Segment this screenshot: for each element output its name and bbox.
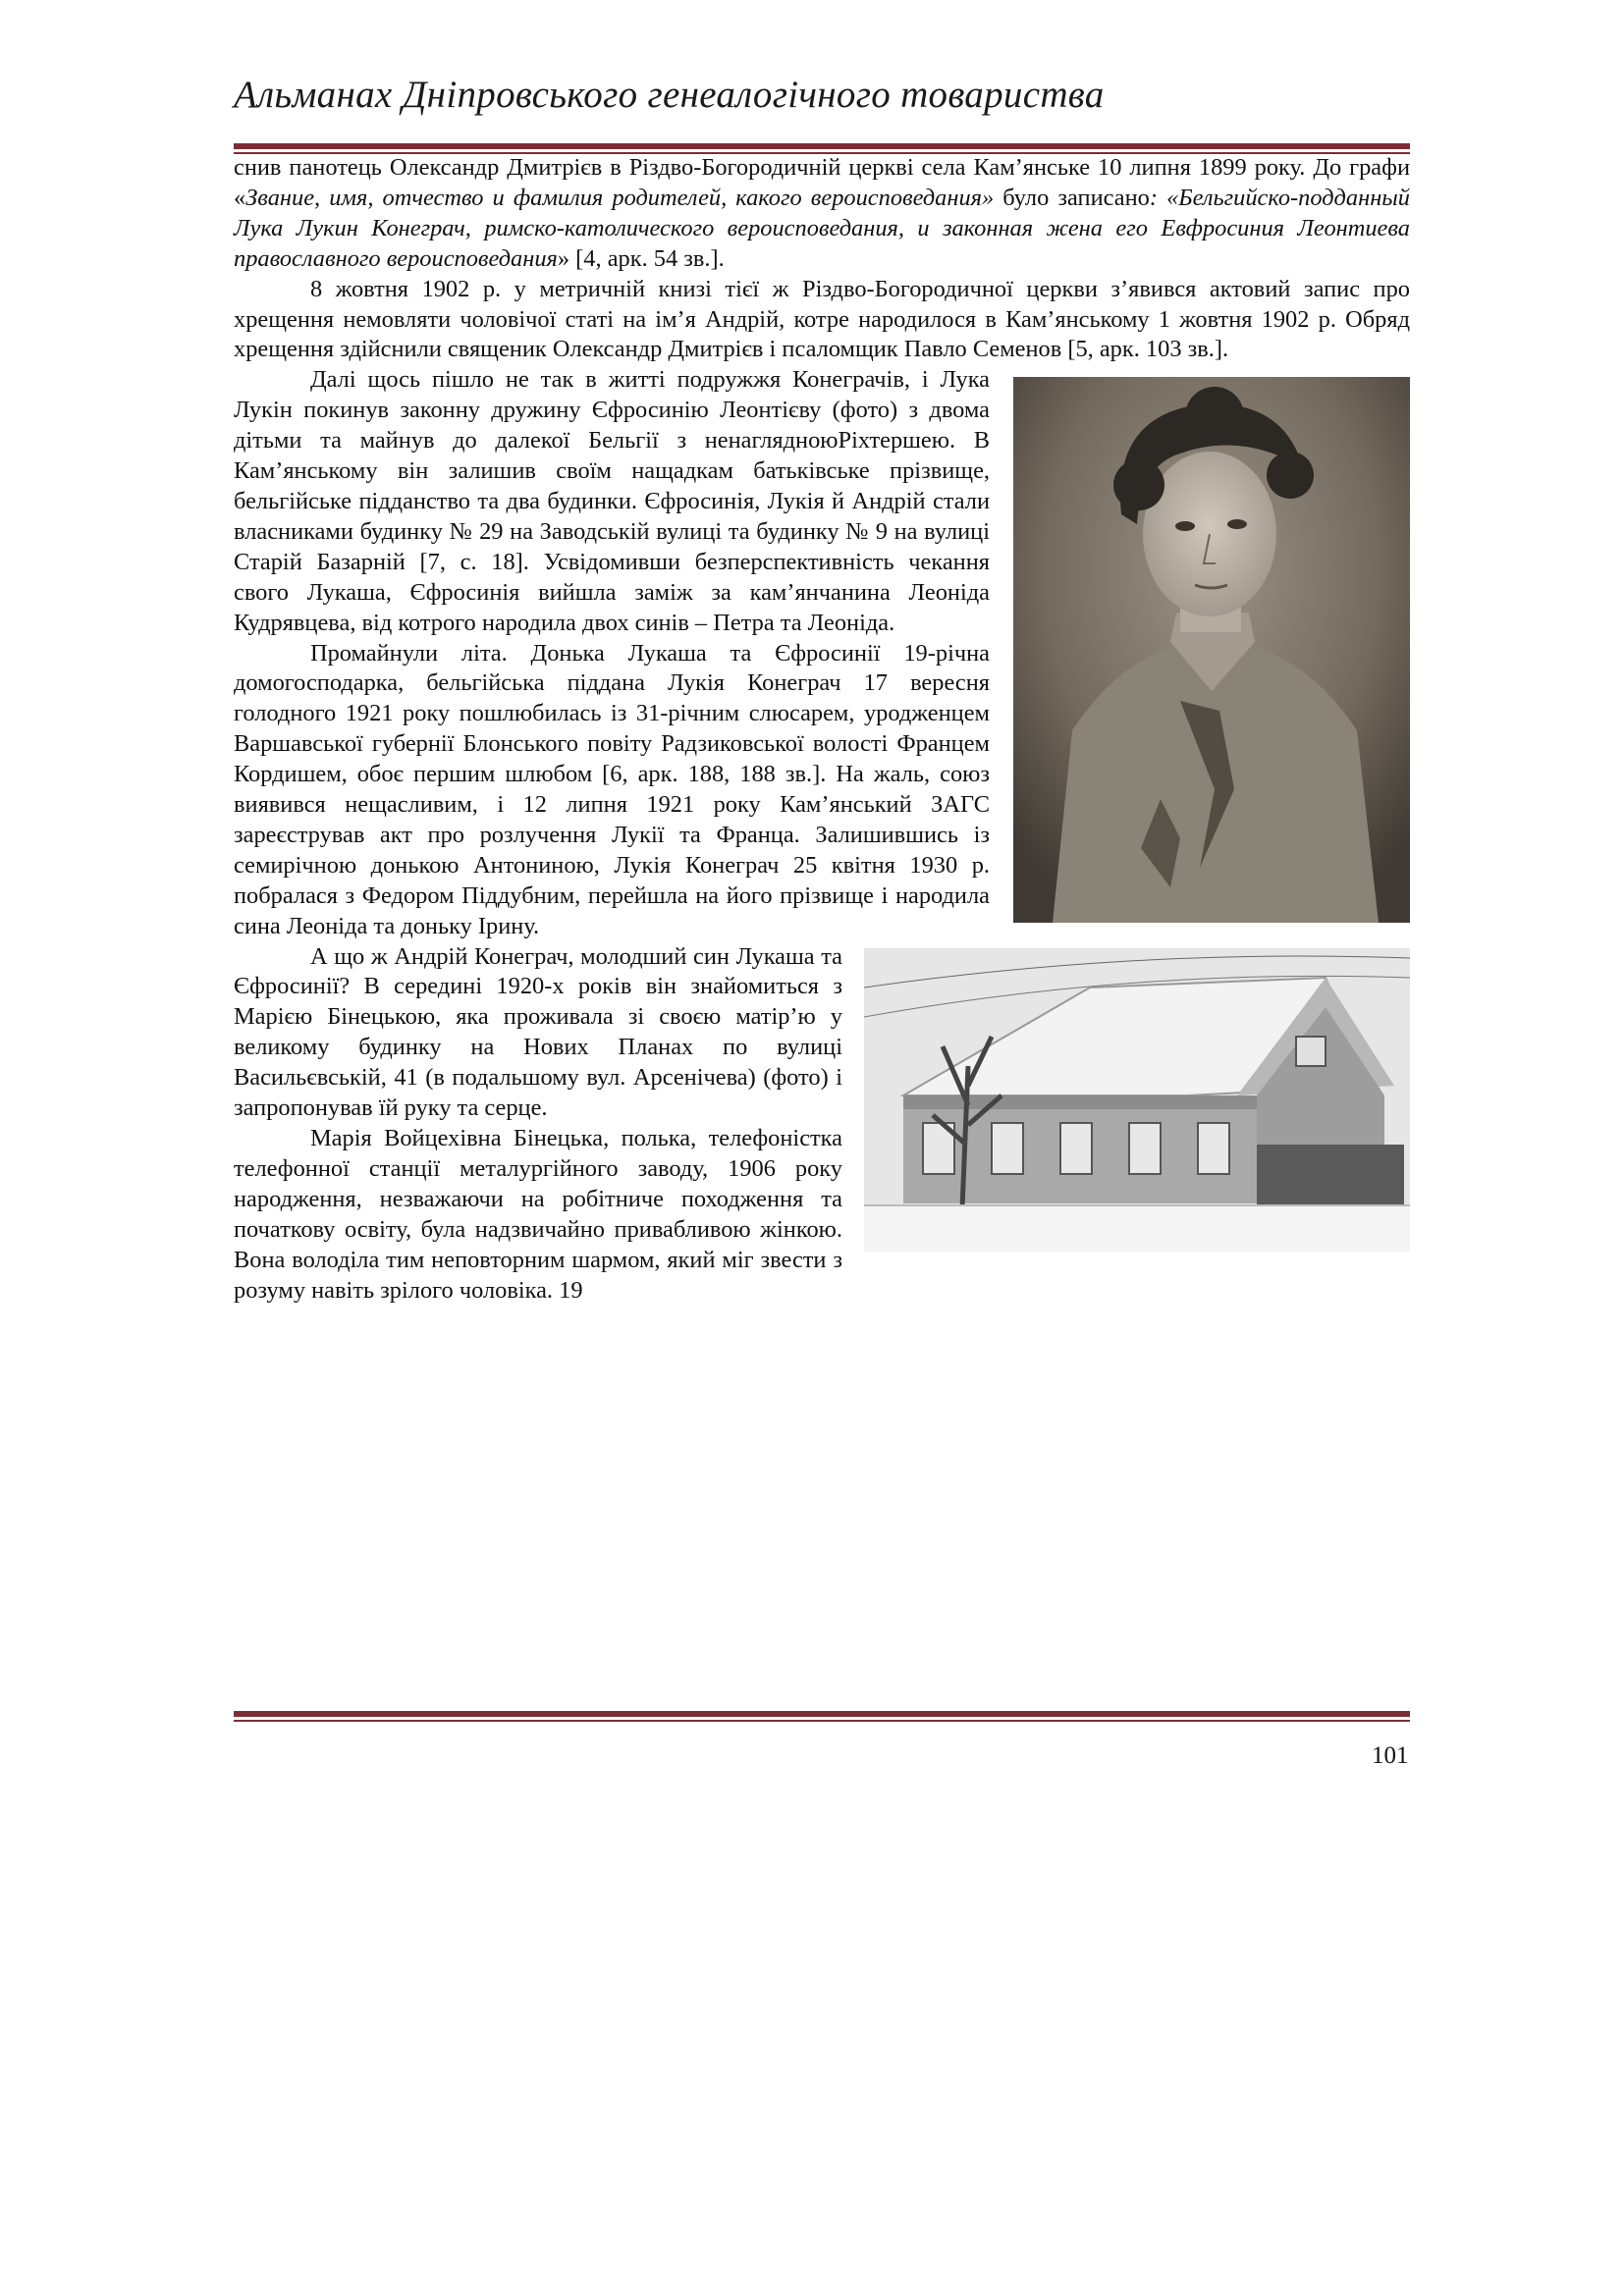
almanac-title: Альманах Дніпровського генеалогічного товариства <box>234 74 1105 116</box>
paragraph-6: Марія Войцехівна Бінецька, полька, телефоністка телефонної станції металургійного заводу, 1906 року народження, незважаючи на робітниче походження та початкову освіту, була надзвичайно привабливою жінкою. Вона володіла тим неповторним шармом, який міг звести з розуму навіть зрілого чоловіка. 19 <box>234 1125 842 1304</box>
article-body <box>234 153 1410 1306</box>
portrait-photo <box>1013 377 1410 923</box>
paragraph-1: снив панотець Олександр Дмитрієв в Різдво-Богородичній церкві села Кам’янське 10 липня 1899 року. До графи «Звание, имя, отчество и фамилия родителей, какого вероисповедания» було записано: «Бельгийско-подданный Лука Лукин Конеграч, римско-католического вероисповедания, и законная жена его Евфросиния Леонтиева православного вероисповедания» [4, арк. 54 зв.]. <box>234 154 1411 272</box>
portrait-photo-image <box>1013 377 1410 923</box>
paragraph-2: 8 жовтня 1902 р. у метричній книзі тієї ж Різдво-Богородичної церкви з’явився актовий запис про хрещення немовляти чоловічої статі на ім’я Андрій, котре народилося в Кам’янському 1 жовтня 1902 р. Обряд хрещення здійснили священик Олександр Дмитрієв і псаломщик Павло Семенов [5, арк. 103 зв.]. <box>234 275 1410 363</box>
page-number: 101 <box>1372 1742 1409 1769</box>
house-photo <box>864 948 1410 1252</box>
house-photo-image <box>864 948 1410 1252</box>
paragraph-4: Промайнули літа. Донька Лукаша та Єфросинії 19-річна домогосподарка, бельгійська піддана Лукія Конеграч 17 вересня голодного 1921 року пошлюбилась із 31-річним слюсарем, уродженцем Варшавської губернії Блонського повіту Радзиковської волості Францем Кордишем, обоє першим шлюбом [6, арк. 188, 188 зв.]. На жаль, союз виявився нещасливим, і 12 липня 1921 року Кам’янський ЗАГС зареєстрував акт про розлучення Лукії та Франца. Залишившись із семирічною донькою Антониною, Лукія Конеграч 25 квітня 1930 р. побралася з Федором Піддубним, перейшла на його прізвище і народила сина Леоніда та доньку Ірину. <box>234 639 990 939</box>
paragraph-5: А що ж Андрій Конеграч, молодший син Лукаша та Єфросинії? В середині 1920-х років він знайомиться з Марією Бінецькою, яка проживала зі своєю матір’ю у великому будинку на Нових Планах по вулиці Васильєвській, 41 (в подальшому вул. Арсенічева) (фото) і запропонував їй руку та серце. <box>234 942 842 1122</box>
footer-rule <box>234 1711 1410 1722</box>
paragraph-3: Далі щось пішло не так в житті подружжя Конеграчів, і Лука Лукін покинув законну дружину Єфросинію Леонтієву (фото) з двома дітьми та майнув до далекої Бельгії з ненаглядноюРіхтершею. В Кам’янському він залишив своїм нащадкам батьківське прізвище, бельгійське підданство та два будинки. Єфросинія, Лукія й Андрій стали власниками будинку № 29 на Заводській вулиці та будинку № 9 на вулиці Старій Базарній [7, с. 18]. Усвідомивши безперспективність чекання свого Лукаша, Єфросинія вийшла заміж за кам’янчанина Леоніда Кудрявцева, від котрого народила двох синів – Петра та Леоніда. <box>234 366 990 636</box>
